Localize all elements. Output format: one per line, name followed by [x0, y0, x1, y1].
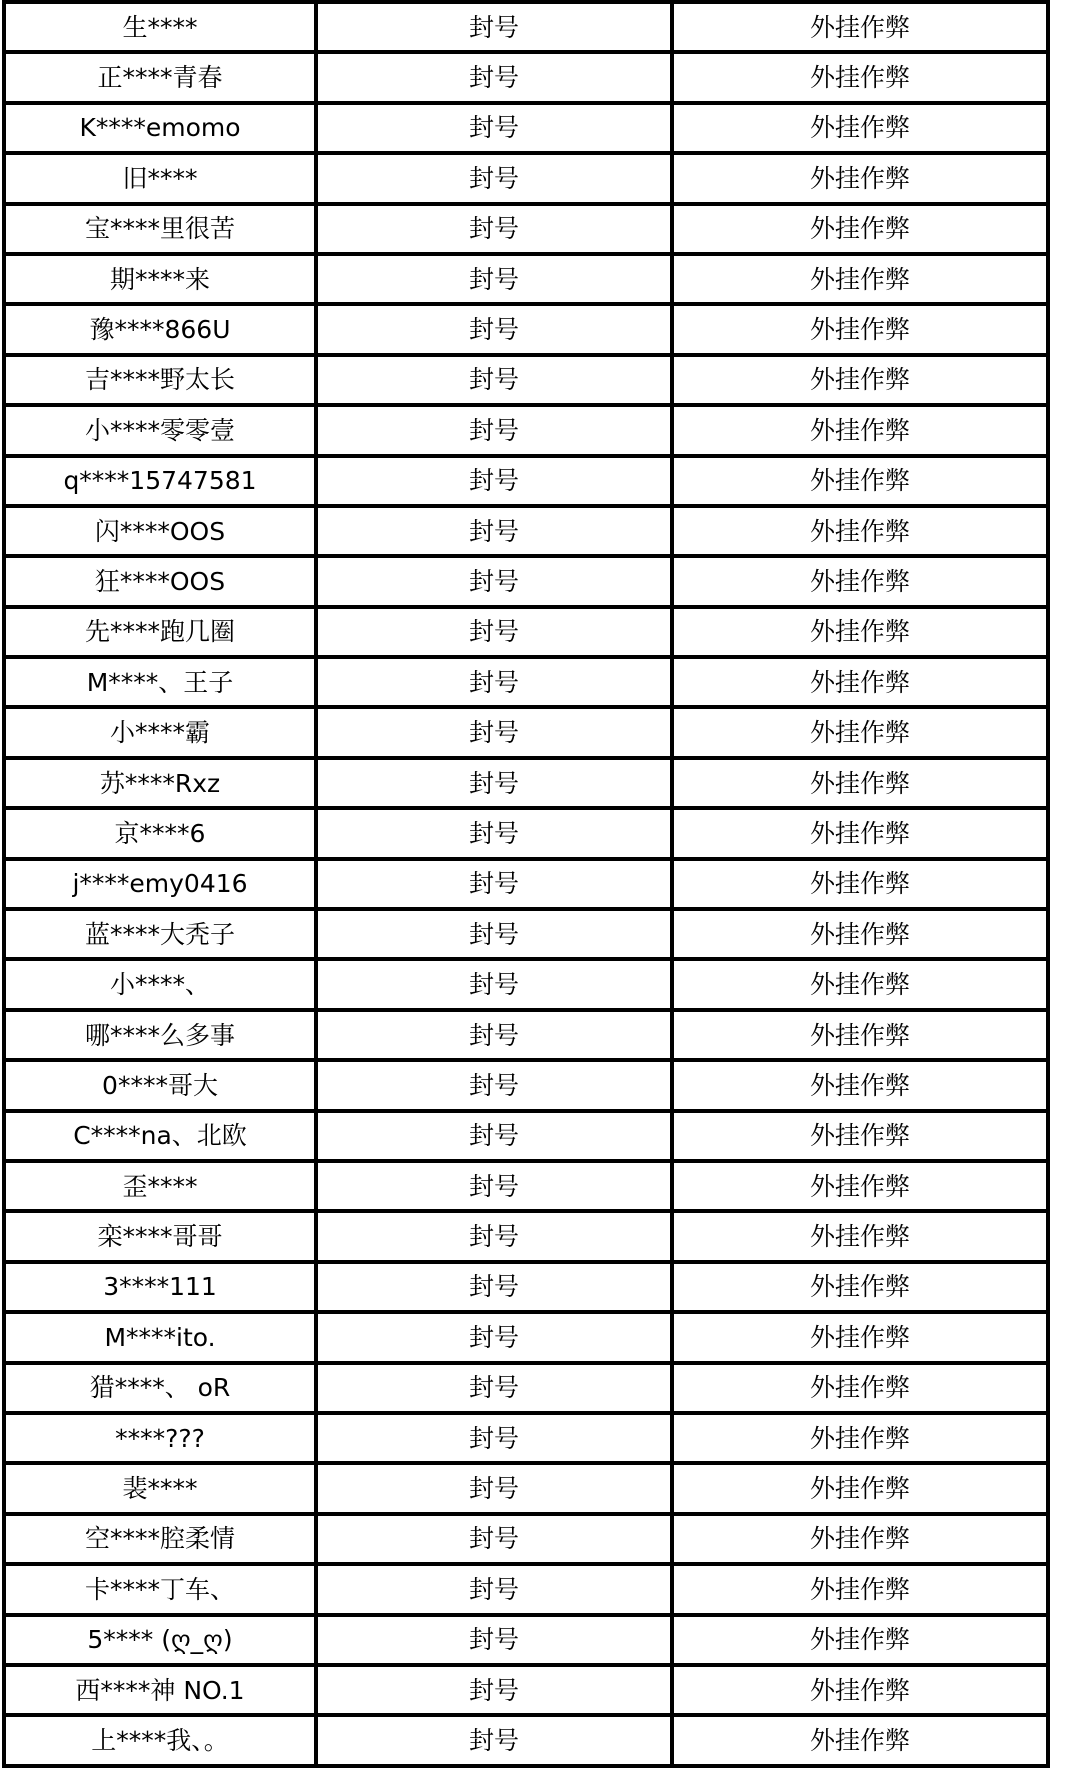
player-name-cell: 5**** (ღ_ღ)	[4, 1615, 316, 1665]
penalty-cell: 封号	[316, 355, 672, 405]
penalty-cell: 封号	[316, 1665, 672, 1715]
player-name-cell: 0****哥大	[4, 1060, 316, 1110]
table-row	[4, 707, 1048, 757]
table-row	[4, 1161, 1048, 1211]
penalty-cell: 封号	[316, 1262, 672, 1312]
player-name-cell: 旧****	[4, 153, 316, 203]
penalty-cell: 封号	[316, 1010, 672, 1060]
player-name-cell: 苏****Rxz	[4, 758, 316, 808]
reason-cell: 外挂作弊	[672, 103, 1048, 153]
reason-cell: 外挂作弊	[672, 405, 1048, 455]
reason-cell: 外挂作弊	[672, 859, 1048, 909]
table-row	[4, 204, 1048, 254]
player-name-cell: 宝****里很苦	[4, 204, 316, 254]
penalty-cell: 封号	[316, 52, 672, 102]
player-name-cell: 豫****866U	[4, 304, 316, 354]
player-name-cell: 小****霸	[4, 707, 316, 757]
reason-cell: 外挂作弊	[672, 1715, 1048, 1766]
table-row	[4, 808, 1048, 858]
player-name-cell: 卡****丁车、	[4, 1564, 316, 1614]
penalty-cell: 封号	[316, 153, 672, 203]
table-row	[4, 304, 1048, 354]
reason-cell: 外挂作弊	[672, 758, 1048, 808]
table-row	[4, 1211, 1048, 1261]
table-row	[4, 1262, 1048, 1312]
reason-cell: 外挂作弊	[672, 1312, 1048, 1362]
player-name-cell: 蓝****大秃子	[4, 909, 316, 959]
table-row	[4, 1715, 1048, 1766]
reason-cell: 外挂作弊	[672, 52, 1048, 102]
ban-list-table	[2, 0, 1050, 1768]
player-name-cell: K****emomo	[4, 103, 316, 153]
player-name-cell: 小****、	[4, 959, 316, 1009]
reason-cell: 外挂作弊	[672, 204, 1048, 254]
player-name-cell: ****???	[4, 1413, 316, 1463]
table-row	[4, 506, 1048, 556]
penalty-cell: 封号	[316, 1564, 672, 1614]
reason-cell: 外挂作弊	[672, 1010, 1048, 1060]
player-name-cell: j****emy0416	[4, 859, 316, 909]
player-name-cell: 正****青春	[4, 52, 316, 102]
player-name-cell: 生****	[4, 2, 316, 52]
penalty-cell: 封号	[316, 758, 672, 808]
table-row	[4, 1564, 1048, 1614]
table-row	[4, 1111, 1048, 1161]
player-name-cell: 裴****	[4, 1463, 316, 1513]
player-name-cell: 先****跑几圈	[4, 607, 316, 657]
player-name-cell: C****na、北欧	[4, 1111, 316, 1161]
player-name-cell: 小****零零壹	[4, 405, 316, 455]
player-name-cell: 期****来	[4, 254, 316, 304]
table-row	[4, 1010, 1048, 1060]
table-row	[4, 909, 1048, 959]
player-name-cell: 上****我、。	[4, 1715, 316, 1766]
penalty-cell: 封号	[316, 859, 672, 909]
penalty-cell: 封号	[316, 254, 672, 304]
table-row	[4, 1463, 1048, 1513]
reason-cell: 外挂作弊	[672, 456, 1048, 506]
penalty-cell: 封号	[316, 1615, 672, 1665]
penalty-cell: 封号	[316, 2, 672, 52]
table-row	[4, 254, 1048, 304]
penalty-cell: 封号	[316, 909, 672, 959]
reason-cell: 外挂作弊	[672, 707, 1048, 757]
player-name-cell: 空****腔柔情	[4, 1514, 316, 1564]
table-row	[4, 1312, 1048, 1362]
penalty-cell: 封号	[316, 1363, 672, 1413]
reason-cell: 外挂作弊	[672, 254, 1048, 304]
reason-cell: 外挂作弊	[672, 1665, 1048, 1715]
player-name-cell: 西****神 NO.1	[4, 1665, 316, 1715]
table-row	[4, 1363, 1048, 1413]
reason-cell: 外挂作弊	[672, 556, 1048, 606]
reason-cell: 外挂作弊	[672, 1413, 1048, 1463]
table-row	[4, 103, 1048, 153]
penalty-cell: 封号	[316, 1463, 672, 1513]
reason-cell: 外挂作弊	[672, 1060, 1048, 1110]
table-row	[4, 456, 1048, 506]
player-name-cell: 狂****OOS	[4, 556, 316, 606]
table-row	[4, 2, 1048, 52]
player-name-cell: 京****6	[4, 808, 316, 858]
penalty-cell: 封号	[316, 607, 672, 657]
reason-cell: 外挂作弊	[672, 506, 1048, 556]
player-name-cell: 栾****哥哥	[4, 1211, 316, 1261]
penalty-cell: 封号	[316, 204, 672, 254]
reason-cell: 外挂作弊	[672, 1615, 1048, 1665]
table-row	[4, 153, 1048, 203]
reason-cell: 外挂作弊	[672, 1463, 1048, 1513]
penalty-cell: 封号	[316, 1715, 672, 1766]
player-name-cell: 猎****、 oR	[4, 1363, 316, 1413]
table-row	[4, 959, 1048, 1009]
table-row	[4, 607, 1048, 657]
penalty-cell: 封号	[316, 707, 672, 757]
player-name-cell: M****ito.	[4, 1312, 316, 1362]
player-name-cell: 吉****野太长	[4, 355, 316, 405]
table-row	[4, 1615, 1048, 1665]
table-row	[4, 52, 1048, 102]
reason-cell: 外挂作弊	[672, 2, 1048, 52]
player-name-cell: q****15747581	[4, 456, 316, 506]
table-row	[4, 1413, 1048, 1463]
penalty-cell: 封号	[316, 808, 672, 858]
penalty-cell: 封号	[316, 1312, 672, 1362]
penalty-cell: 封号	[316, 657, 672, 707]
penalty-cell: 封号	[316, 959, 672, 1009]
reason-cell: 外挂作弊	[672, 909, 1048, 959]
penalty-cell: 封号	[316, 1413, 672, 1463]
penalty-cell: 封号	[316, 1161, 672, 1211]
penalty-cell: 封号	[316, 405, 672, 455]
penalty-cell: 封号	[316, 1060, 672, 1110]
penalty-cell: 封号	[316, 1111, 672, 1161]
reason-cell: 外挂作弊	[672, 304, 1048, 354]
table-row	[4, 1514, 1048, 1564]
reason-cell: 外挂作弊	[672, 657, 1048, 707]
reason-cell: 外挂作弊	[672, 1111, 1048, 1161]
reason-cell: 外挂作弊	[672, 1211, 1048, 1261]
player-name-cell: 哪****么多事	[4, 1010, 316, 1060]
table-row	[4, 355, 1048, 405]
reason-cell: 外挂作弊	[672, 1514, 1048, 1564]
reason-cell: 外挂作弊	[672, 153, 1048, 203]
table-row	[4, 1060, 1048, 1110]
reason-cell: 外挂作弊	[672, 808, 1048, 858]
penalty-cell: 封号	[316, 1514, 672, 1564]
table-row	[4, 1665, 1048, 1715]
penalty-cell: 封号	[316, 556, 672, 606]
penalty-cell: 封号	[316, 506, 672, 556]
reason-cell: 外挂作弊	[672, 1363, 1048, 1413]
reason-cell: 外挂作弊	[672, 959, 1048, 1009]
penalty-cell: 封号	[316, 103, 672, 153]
reason-cell: 外挂作弊	[672, 607, 1048, 657]
table-row	[4, 556, 1048, 606]
table-row	[4, 405, 1048, 455]
reason-cell: 外挂作弊	[672, 1262, 1048, 1312]
table-row	[4, 758, 1048, 808]
player-name-cell: M****、王子	[4, 657, 316, 707]
penalty-cell: 封号	[316, 304, 672, 354]
penalty-cell: 封号	[316, 1211, 672, 1261]
reason-cell: 外挂作弊	[672, 355, 1048, 405]
table-row	[4, 657, 1048, 707]
penalty-cell: 封号	[316, 456, 672, 506]
reason-cell: 外挂作弊	[672, 1161, 1048, 1211]
table-row	[4, 859, 1048, 909]
player-name-cell: 歪****	[4, 1161, 316, 1211]
reason-cell: 外挂作弊	[672, 1564, 1048, 1614]
player-name-cell: 3****111	[4, 1262, 316, 1312]
player-name-cell: 闪****OOS	[4, 506, 316, 556]
ban-list-body	[4, 2, 1048, 1766]
